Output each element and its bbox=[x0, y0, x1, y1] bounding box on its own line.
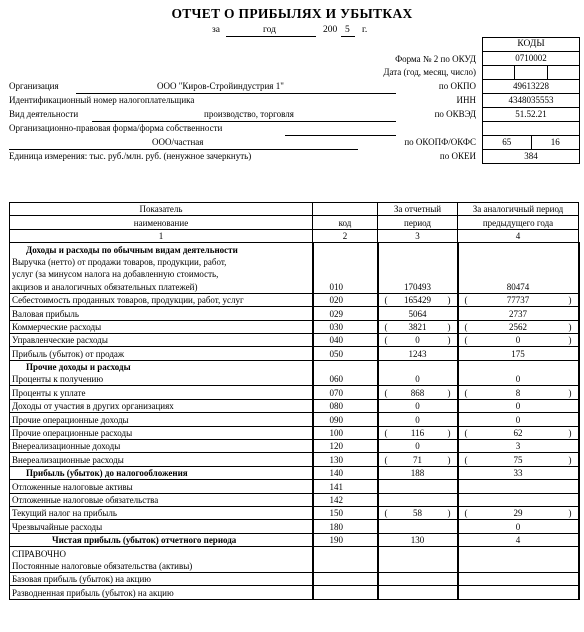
period-year-label: год bbox=[263, 25, 276, 35]
paren-close: ) bbox=[568, 508, 572, 519]
row-prev-value bbox=[458, 493, 579, 506]
period-year-suffix: г. bbox=[362, 25, 368, 35]
row-code: 070 bbox=[313, 386, 378, 399]
row-code: 090 bbox=[313, 413, 378, 426]
row-prev-value bbox=[458, 572, 579, 585]
row-label: Чистая прибыль (убыток) отчетного периода bbox=[10, 533, 313, 546]
table-row bbox=[10, 547, 579, 560]
row-code: 142 bbox=[313, 493, 378, 506]
inn-field-label: Идентификационный номер налогоплательщика bbox=[9, 95, 195, 105]
activity-label: Вид деятельности bbox=[9, 109, 79, 119]
col-num-4: 4 bbox=[458, 229, 579, 242]
paren-close: ) bbox=[568, 428, 572, 439]
form-label: Организационно-правовая форма/форма собственности bbox=[9, 123, 223, 133]
paren-open: ( bbox=[384, 428, 388, 439]
row-current-value bbox=[378, 440, 458, 453]
row-prev-value bbox=[458, 307, 579, 320]
paren-open: ( bbox=[464, 428, 468, 439]
row-code bbox=[313, 560, 378, 573]
row-prev-value bbox=[458, 413, 579, 426]
paren-close: ) bbox=[447, 321, 451, 332]
okud-value: 0710002 bbox=[515, 53, 547, 63]
table-row bbox=[10, 493, 579, 506]
okpo-label: по ОКПО bbox=[438, 81, 476, 91]
table-row bbox=[10, 506, 579, 519]
table-row bbox=[10, 307, 579, 320]
activity-value: производство, торговля bbox=[204, 109, 294, 119]
value-text: 170493 bbox=[404, 281, 431, 292]
row-current-value bbox=[378, 586, 458, 599]
row-current-value bbox=[378, 307, 458, 320]
table-row bbox=[10, 360, 579, 373]
table-row bbox=[10, 560, 579, 573]
paren-open: ( bbox=[464, 335, 468, 346]
table-row bbox=[10, 520, 579, 533]
paren-open: ( bbox=[464, 454, 468, 465]
row-label: Отложенные налоговые активы bbox=[10, 480, 313, 493]
table-row bbox=[10, 293, 579, 306]
row-label: Доходы и расходы по обычным видам деятельности bbox=[10, 243, 313, 256]
table-row bbox=[10, 466, 579, 479]
col-num-3: 3 bbox=[378, 229, 458, 242]
row-prev-value bbox=[458, 360, 579, 373]
table-row bbox=[10, 572, 579, 585]
paren-close: ) bbox=[568, 321, 572, 332]
row-prev-value bbox=[458, 560, 579, 573]
table-row bbox=[10, 386, 579, 399]
row-code: 010 bbox=[313, 280, 378, 293]
table-row bbox=[10, 333, 579, 346]
row-code: 180 bbox=[313, 520, 378, 533]
row-current-value bbox=[378, 480, 458, 493]
table-row bbox=[10, 453, 579, 466]
value-text: 0 bbox=[415, 414, 420, 425]
value-text: 58 bbox=[413, 508, 422, 519]
row-label: Прочие операционные доходы bbox=[10, 413, 313, 426]
row-prev-value bbox=[458, 386, 579, 399]
row-prev-value bbox=[458, 347, 579, 360]
row-prev-value bbox=[458, 293, 579, 306]
paren-open: ( bbox=[384, 387, 388, 398]
value-text: 80474 bbox=[506, 281, 530, 292]
row-current-value bbox=[378, 520, 458, 533]
value-text: 2562 bbox=[509, 321, 527, 332]
row-current-value bbox=[378, 268, 458, 280]
table-row bbox=[10, 399, 579, 412]
value-text: 8 bbox=[515, 387, 521, 398]
row-code: 150 bbox=[313, 506, 378, 519]
paren-close: ) bbox=[568, 387, 572, 398]
col-prev-header: За аналогичный период bbox=[458, 203, 579, 216]
unit-label: Единица измерения: тыс. руб./млн. руб. (ненужное зачеркнуть) bbox=[9, 151, 252, 161]
row-code: 030 bbox=[313, 320, 378, 333]
okopf-value: 65 bbox=[483, 136, 532, 149]
okfs-value: 16 bbox=[550, 137, 560, 147]
row-label: Прибыль (убыток) до налогообложения bbox=[10, 466, 313, 479]
report-title: ОТЧЕТ О ПРИБЫЛЯХ И УБЫТКАХ bbox=[171, 6, 413, 21]
row-label: Внереализационные расходы bbox=[10, 453, 313, 466]
row-current-value bbox=[378, 426, 458, 439]
row-label: Проценты к уплате bbox=[10, 386, 313, 399]
row-prev-value bbox=[458, 480, 579, 493]
row-prev-value bbox=[458, 547, 579, 560]
period-year-digit: 5 bbox=[345, 25, 350, 35]
row-code: 100 bbox=[313, 426, 378, 439]
row-label: Коммерческие расходы bbox=[10, 320, 313, 333]
row-prev-value bbox=[458, 533, 579, 546]
row-current-value bbox=[378, 256, 458, 268]
row-code bbox=[313, 360, 378, 373]
table-row bbox=[10, 533, 579, 546]
okopf-label: по ОКОПФ/ОКФС bbox=[404, 137, 476, 147]
row-current-value bbox=[378, 293, 458, 306]
paren-close: ) bbox=[447, 454, 451, 465]
value-text: 130 bbox=[410, 535, 425, 546]
row-current-value bbox=[378, 572, 458, 585]
okved-value: 51.52.21 bbox=[515, 109, 547, 119]
table-row bbox=[10, 280, 579, 293]
row-code: 040 bbox=[313, 333, 378, 346]
value-text: 868 bbox=[410, 387, 425, 398]
row-current-value bbox=[378, 547, 458, 560]
paren-open: ( bbox=[384, 454, 388, 465]
table-row bbox=[10, 426, 579, 439]
value-text: 0 bbox=[415, 335, 420, 346]
row-current-value bbox=[378, 347, 458, 360]
row-label: Проценты к получению bbox=[10, 373, 313, 386]
row-prev-value bbox=[458, 256, 579, 268]
row-current-value bbox=[378, 373, 458, 386]
row-label: Базовая прибыль (убыток) на акцию bbox=[10, 572, 313, 585]
value-text: 5064 bbox=[408, 308, 427, 319]
date-label: Дата (год, месяц, число) bbox=[383, 67, 476, 77]
value-text: 3821 bbox=[408, 321, 427, 332]
value-text: 1243 bbox=[408, 348, 427, 359]
value-text: 4 bbox=[515, 535, 521, 546]
row-label: Прочие операционные расходы bbox=[10, 426, 313, 439]
row-label: Доходы от участия в других организациях bbox=[10, 399, 313, 412]
row-prev-value bbox=[458, 243, 579, 256]
paren-close: ) bbox=[568, 295, 572, 306]
row-prev-value bbox=[458, 466, 579, 479]
row-current-value bbox=[378, 560, 458, 573]
row-label: Отложенные налоговые обязательства bbox=[10, 493, 313, 506]
col-current-header-2: период bbox=[378, 216, 458, 229]
okei-value: 384 bbox=[524, 151, 538, 161]
value-text: 29 bbox=[513, 508, 523, 519]
row-code: 120 bbox=[313, 440, 378, 453]
paren-open: ( bbox=[464, 295, 468, 306]
paren-open: ( bbox=[384, 295, 388, 306]
row-code bbox=[313, 243, 378, 256]
row-label: Постоянные налоговые обязательства (активы) bbox=[10, 560, 313, 573]
period-prefix: за bbox=[212, 25, 220, 35]
value-text: 71 bbox=[413, 454, 422, 465]
row-label: Текущий налог на прибыль bbox=[10, 506, 313, 519]
table-row bbox=[10, 320, 579, 333]
table-row bbox=[10, 347, 579, 360]
table-row bbox=[10, 413, 579, 426]
table-row bbox=[10, 373, 579, 386]
row-code bbox=[313, 572, 378, 585]
table-row bbox=[10, 440, 579, 453]
value-text: 77737 bbox=[506, 295, 530, 306]
paren-open: ( bbox=[464, 508, 468, 519]
report-table bbox=[9, 202, 580, 600]
inn-value: 4348035553 bbox=[508, 95, 554, 105]
table-row bbox=[10, 480, 579, 493]
paren-close: ) bbox=[447, 295, 451, 306]
row-current-value bbox=[378, 399, 458, 412]
row-label: СПРАВОЧНО bbox=[10, 547, 313, 560]
paren-open: ( bbox=[384, 335, 388, 346]
value-text: 75 bbox=[513, 454, 523, 465]
row-prev-value bbox=[458, 440, 579, 453]
value-text: 0 bbox=[415, 401, 420, 412]
row-prev-value bbox=[458, 520, 579, 533]
row-current-value bbox=[378, 333, 458, 346]
row-current-value bbox=[378, 533, 458, 546]
okei-label: по ОКЕИ bbox=[439, 151, 476, 161]
row-current-value bbox=[378, 413, 458, 426]
row-code bbox=[313, 268, 378, 280]
row-code: 190 bbox=[313, 533, 378, 546]
form-value: ООО/частная bbox=[152, 137, 204, 147]
table-row bbox=[10, 268, 579, 280]
table-row bbox=[10, 243, 579, 256]
row-code: 140 bbox=[313, 466, 378, 479]
row-current-value bbox=[378, 320, 458, 333]
row-current-value bbox=[378, 466, 458, 479]
paren-open: ( bbox=[464, 321, 468, 332]
codes-header: КОДЫ bbox=[483, 38, 579, 52]
value-text: 0 bbox=[515, 414, 521, 425]
row-prev-value bbox=[458, 268, 579, 280]
okud-label: Форма № 2 по ОКУД bbox=[395, 54, 476, 64]
value-text: 188 bbox=[410, 468, 425, 479]
row-prev-value bbox=[458, 586, 579, 599]
row-label: Себестоимость проданных товаров, продукции, работ, услуг bbox=[10, 293, 313, 306]
value-text: 175 bbox=[511, 348, 525, 359]
col-current-header: За отчетный bbox=[378, 203, 458, 216]
paren-open: ( bbox=[384, 508, 388, 519]
paren-close: ) bbox=[447, 428, 451, 439]
row-code: 080 bbox=[313, 399, 378, 412]
row-code: 141 bbox=[313, 480, 378, 493]
value-text: 0 bbox=[515, 335, 521, 346]
table-row bbox=[10, 256, 579, 268]
row-prev-value bbox=[458, 506, 579, 519]
row-label: Управленческие расходы bbox=[10, 333, 313, 346]
row-current-value bbox=[378, 453, 458, 466]
col-code-header: код bbox=[313, 216, 378, 229]
value-text: 0 bbox=[415, 441, 420, 452]
col-indicator-header: Показатель bbox=[10, 203, 313, 216]
value-text: 116 bbox=[410, 428, 425, 439]
row-label: Разводненная прибыль (убыток) на акцию bbox=[10, 586, 313, 599]
row-current-value bbox=[378, 360, 458, 373]
row-code bbox=[313, 586, 378, 599]
row-current-value bbox=[378, 280, 458, 293]
value-text: 0 bbox=[515, 401, 521, 412]
row-current-value bbox=[378, 493, 458, 506]
inn-label: ИНН bbox=[456, 95, 476, 105]
value-text: 165429 bbox=[404, 295, 431, 306]
paren-close: ) bbox=[447, 508, 451, 519]
paren-close: ) bbox=[447, 387, 451, 398]
value-text: 0 bbox=[415, 374, 420, 385]
row-code: 050 bbox=[313, 347, 378, 360]
period-year-prefix: 200 bbox=[323, 25, 338, 35]
row-code: 060 bbox=[313, 373, 378, 386]
row-label: Внереализационные доходы bbox=[10, 440, 313, 453]
paren-close: ) bbox=[447, 335, 451, 346]
codes-box bbox=[482, 37, 580, 164]
value-text: 3 bbox=[515, 441, 521, 452]
row-label: Прибыль (убыток) от продаж bbox=[10, 347, 313, 360]
value-text: 2737 bbox=[509, 308, 527, 319]
okpo-value: 49613228 bbox=[513, 81, 549, 91]
row-code: 020 bbox=[313, 293, 378, 306]
table-row bbox=[10, 586, 579, 599]
row-prev-value bbox=[458, 320, 579, 333]
row-code: 029 bbox=[313, 307, 378, 320]
okved-label: по ОКВЭД bbox=[434, 109, 476, 119]
row-label: Чрезвычайные расходы bbox=[10, 520, 313, 533]
row-current-value bbox=[378, 243, 458, 256]
row-prev-value bbox=[458, 333, 579, 346]
col-prev-header-2: предыдущего года bbox=[458, 216, 579, 229]
col-name-header: наименование bbox=[10, 216, 313, 229]
row-prev-value bbox=[458, 399, 579, 412]
row-prev-value bbox=[458, 373, 579, 386]
row-prev-value bbox=[458, 426, 579, 439]
paren-open: ( bbox=[464, 387, 468, 398]
paren-close: ) bbox=[568, 335, 572, 346]
row-prev-value bbox=[458, 280, 579, 293]
value-text: 33 bbox=[513, 468, 523, 479]
row-label: акцизов и аналогичных обязательных платежей) bbox=[10, 280, 313, 293]
value-text: 62 bbox=[513, 428, 523, 439]
row-prev-value bbox=[458, 453, 579, 466]
org-value: ООО "Киров-Стройиндустрия 1" bbox=[157, 81, 284, 91]
paren-close: ) bbox=[568, 454, 572, 465]
row-current-value bbox=[378, 386, 458, 399]
org-label: Организация bbox=[9, 81, 59, 91]
row-current-value bbox=[378, 506, 458, 519]
row-label: Прочие доходы и расходы bbox=[10, 360, 313, 373]
col-num-2: 2 bbox=[313, 229, 378, 242]
row-code bbox=[313, 256, 378, 268]
row-label: Выручка (нетто) от продажи товаров, продукции, работ, bbox=[10, 256, 313, 268]
row-label: Валовая прибыль bbox=[10, 307, 313, 320]
value-text: 0 bbox=[515, 521, 521, 532]
row-label: услуг (за минусом налога на добавленную стоимость, bbox=[10, 268, 313, 280]
paren-open: ( bbox=[384, 321, 388, 332]
row-code: 130 bbox=[313, 453, 378, 466]
value-text: 0 bbox=[515, 374, 521, 385]
row-code bbox=[313, 547, 378, 560]
col-num-1: 1 bbox=[10, 229, 313, 242]
